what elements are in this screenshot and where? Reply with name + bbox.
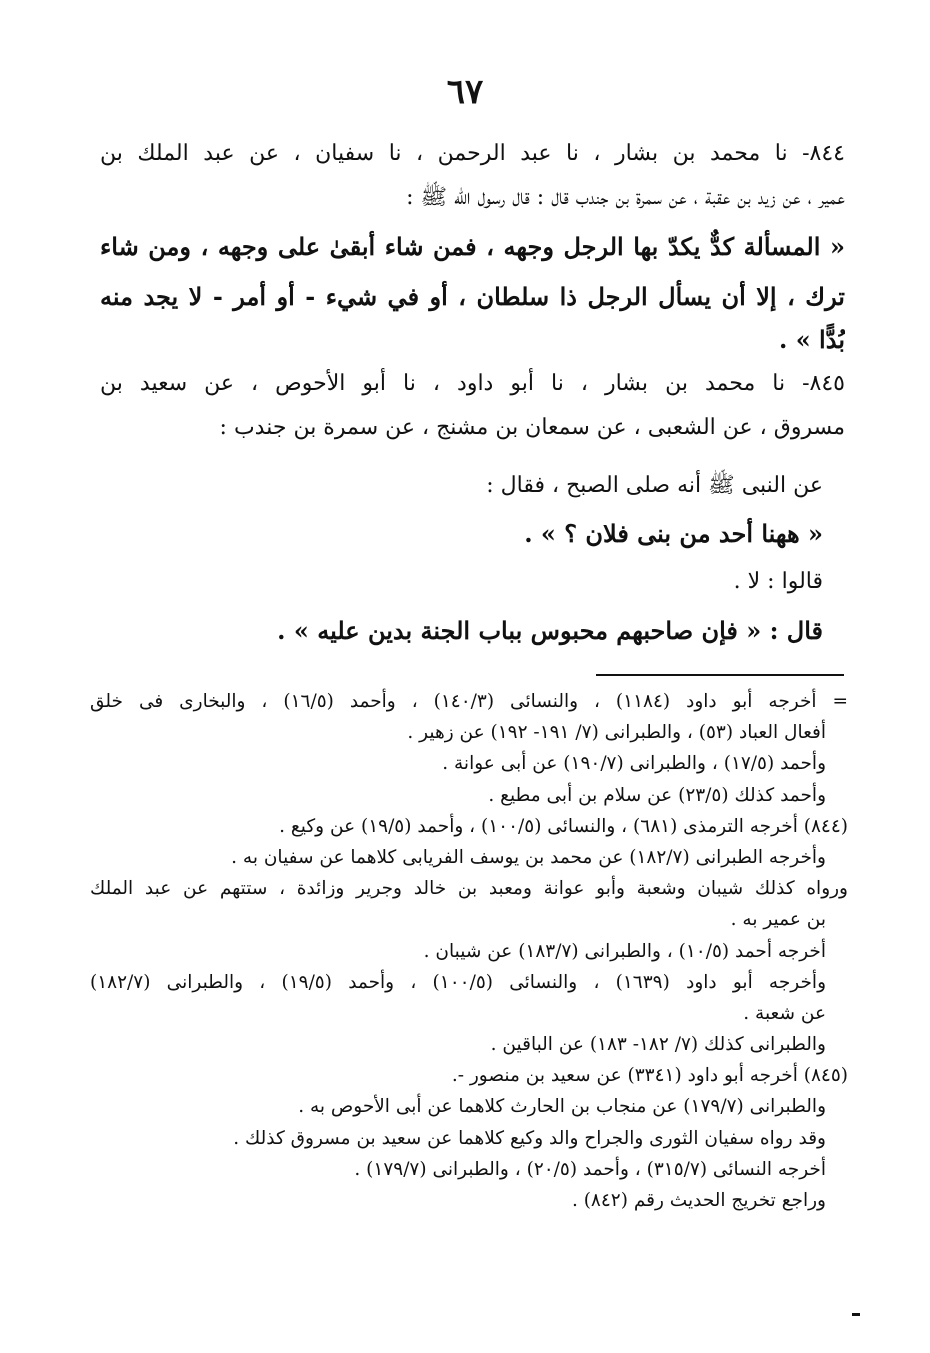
footnote-line: وراجع تخريج الحديث رقم (٨٤٢) .	[571, 1190, 826, 1211]
footnote-line: وأخرجه الطبرانى (١٨٢/٧) عن محمد بن يوسف الفريابى كلاهما عن سفيان به .	[231, 846, 826, 868]
hadith-844-matn	[100, 222, 845, 362]
footnote-line: وأخرجه أبو داود (١٦٣٩) ، والنسائى (١٠٠/٥) ، وأحمد (١٩/٥) ، والطبرانى (١٨٢/٧)	[90, 971, 827, 993]
hadith-844	[100, 132, 845, 220]
hadith-845-intro: عن النبى ﷺ أنه صلى الصبح ، فقال :	[486, 473, 823, 498]
footnote-line: بن عمير به .	[730, 909, 826, 931]
hadith-845-question: « ههنا أحد من بنى فلان ؟ » .	[524, 519, 823, 548]
footnote-line: والطبرانى (١٧٩/٧) عن منجاب بن الحارث كلاهما عن أبى الأحوص به .	[298, 1096, 826, 1118]
footnotes	[90, 686, 848, 1216]
footnote-line: ورواه كذلك شيبان وشعبة وأبو عوانة ومعبد بن خالد وجرير وزائدة ، ستتهم عن عبد الملك	[90, 878, 848, 900]
footnote-line: أفعال العباد (٥٣) ، والطبرانى (٧/ ١٩١- ١٩٢) عن زهير .	[407, 722, 826, 744]
footnote-line: = أخرجه أبو داود (١١٨٤) ، والنسائى (١٤٠/٣) ، وأحمد (١٦/٥) ، والبخارى فى خلق	[90, 691, 848, 712]
hadith-845-statement: قال : « فإن صاحبهم محبوس بباب الجنة بدين عليه » .	[277, 616, 823, 645]
hadith-845-answer: قالوا : لا .	[733, 569, 823, 594]
footnote-separator	[596, 674, 844, 676]
hadith-844-matn-line: « المسألة كدٌّ يكدّ بها الرجل وجهه ، فمن شاء أبقىٰ على وجهه ، ومن شاء	[100, 232, 845, 261]
hadith-845-isnad-line: ٨٤٥- نا محمد بن بشار ، نا أبو داود ، نا أبو الأحوص ، عن سعيد بن	[100, 371, 845, 396]
footnote-line: وأحمد (١٧/٥) ، والطبرانى (١٩٠/٧) عن أبى عوانة .	[442, 753, 826, 775]
footnote-line: أخرجه النسائى (٣١٥/٧) ، وأحمد (٢٠/٥) ، والطبرانى (١٧٩/٧) .	[354, 1158, 826, 1180]
print-mark	[852, 1313, 860, 1316]
footnote-line: عن شعبة .	[743, 1002, 826, 1024]
footnote-line: أخرجه أحمد (١٠/٥) ، والطبرانى (١٨٣/٧) عن شيبان .	[423, 940, 826, 962]
hadith-845	[100, 362, 845, 450]
footnote-line: والطبرانى كذلك (٧/ ١٨٢- ١٨٣) عن الباقين .	[490, 1034, 826, 1056]
footnote-line: وأحمد كذلك (٢٣/٥) عن سلام بن أبى مطيع .	[488, 784, 826, 806]
hadith-845-body	[100, 462, 845, 656]
footnote-line: وقد رواه سفيان الثورى والجراح والد وكيع كلاهما عن سعيد بن مسروق كذلك .	[233, 1127, 826, 1149]
hadith-844-matn-line: ترك ، إلا أن يسأل الرجل ذا سلطان ، أو في شيء - أو أمر - لا يجد منه	[100, 282, 845, 311]
footnote-line: (٨٤٤) أخرجه الترمذى (٦٨١) ، والنسائى (١٠٠/٥) ، وأحمد (١٩/٥) عن وكيع .	[279, 815, 848, 837]
page-number: ٦٧	[446, 72, 484, 112]
hadith-844-isnad-line: عمير ، عن زيد بن عقبة ، عن سمرة بن جندب قال : قال رسول الله ﷺ :	[406, 185, 845, 210]
hadith-844-isnad-line: ٨٤٤- نا محمد بن بشار ، نا عبد الرحمن ، نا سفيان ، عن عبد الملك بن	[100, 141, 845, 166]
hadith-845-isnad-line: مسروق ، عن الشعبى ، عن سمعان بن مشنج ، عن سمرة بن جندب :	[219, 415, 845, 440]
hadith-844-matn-line: بُدًّا » .	[778, 325, 845, 354]
footnote-line: (٨٤٥) أخرجه أبو داود (٣٣٤١) عن سعيد بن منصور -.	[451, 1065, 848, 1087]
